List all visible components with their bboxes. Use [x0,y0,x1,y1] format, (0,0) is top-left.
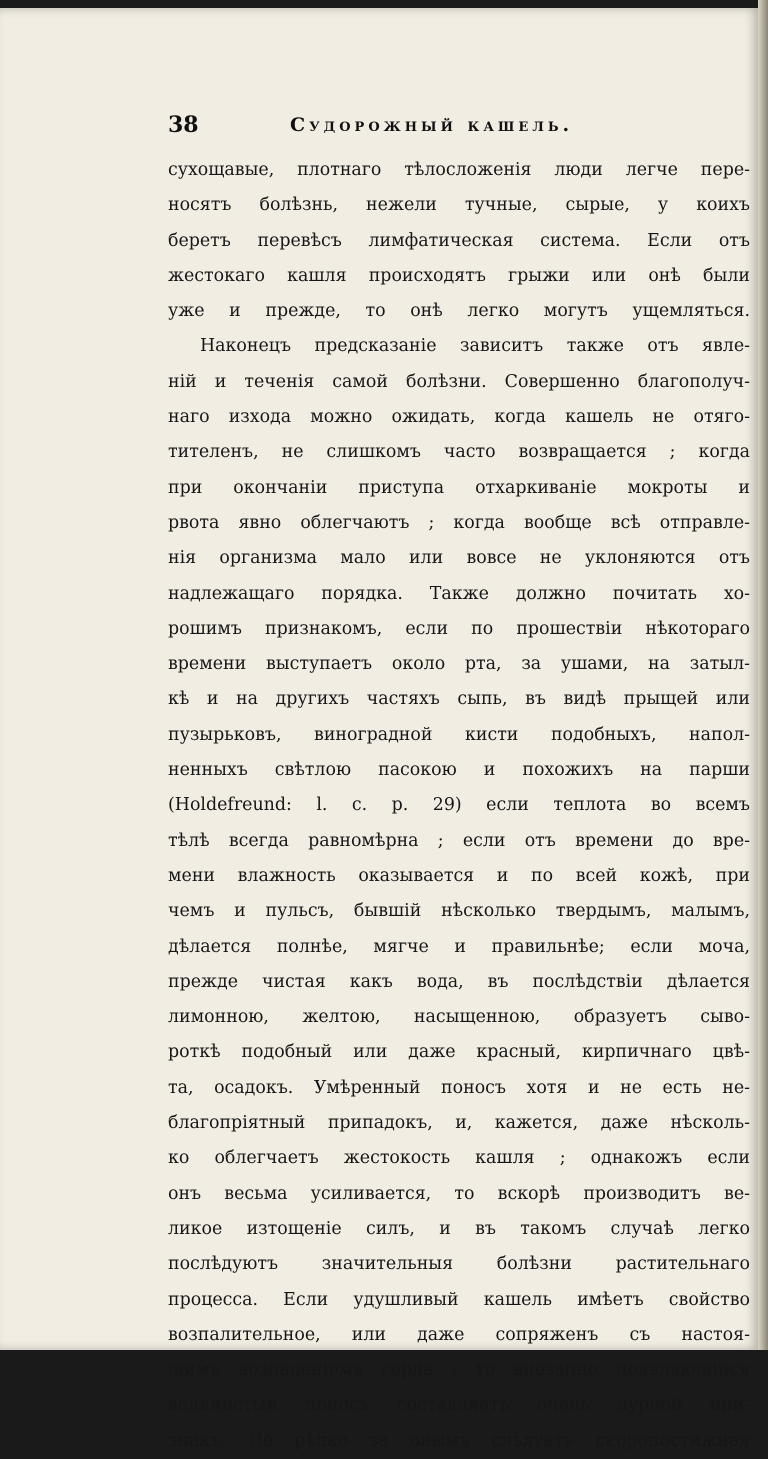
text-line: при окончаніи приступа отхаркиваніе мокроты и [168,477,750,498]
text-line: рвота явно облегчаютъ ; когда вообще всѣ отправле- [168,512,750,533]
body-text [168,153,750,1459]
text-line: лимонною, желтою, насыщенною, образуетъ сыво- [168,1007,750,1028]
text-line: носятъ болѣзнь, нежели тучные, сырые, у коихъ [168,195,750,216]
text-line: жестокаго кашля происходятъ грыжи или онѣ были [168,265,750,286]
text-line: процесса. Если удушливый кашель имѣетъ свойство [168,1289,750,1310]
text-line: тѣлѣ всегда равномѣрна ; если отъ времени до вре- [168,830,750,851]
text-line: послѣдуютъ значительныя болѣзни растительнаго [168,1254,750,1275]
text-line: рошимъ признакомъ, если по прошествіи нѣкотораго [168,618,750,639]
text-line: онъ весьма усиливается, то вскорѣ производитъ ве- [168,1183,750,1204]
text-line: (Holdefreund: l. c. p. 29) если теплота во всемъ [168,795,750,816]
text-line: тителенъ, не слишкомъ часто возвращается ; когда [168,442,750,463]
text-line: возпалительное, или даже сопряженъ съ настоя- [168,1324,750,1345]
text-line: беретъ перевѣсъ лимфатическая система. Если отъ [168,230,750,251]
running-title: Судорожный кашель. [290,114,574,136]
text-line: Наконецъ предсказаніе зависитъ также отъ явле- [200,336,750,357]
text-line: дѣлается полнѣе, мягче и правильнѣе; если моча, [168,936,750,957]
page-header [168,112,750,142]
page-number: 38 [168,112,199,138]
text-line: благопріятный припадокъ, и, кажется, даже нѣсколь- [168,1113,750,1134]
text-line: ненныхъ свѣтлою пасокою и похожихъ на парши [168,760,750,781]
text-line: уже и прежде, то онѣ легко могутъ ущемляться. [168,301,750,322]
text-line: кѣ и на другихъ частяхъ сыпь, въ видѣ прыщей или [168,689,750,710]
text-line: щимъ возпаленіемъ горла ; то внезапно появляющійся [168,1360,750,1381]
text-line: ликое изтощеніе силъ, и въ такомъ случаѣ легко [168,1218,750,1239]
text-line: водянистый поносъ составляетъ очень дурной при- [168,1395,750,1416]
text-line: ній и теченія самой болѣзни. Совершенно благополуч- [168,371,750,392]
text-line: роткѣ подобный или даже красный, кирпичнаго цвѣ- [168,1042,750,1063]
text-line: знакъ. Не рѣдко за онымъ слѣдуетъ скоропостижная [168,1430,750,1451]
text-line: сухощавые, плотнаго тѣлосложенія люди легче пере- [168,160,750,180]
text-line: чемъ и пульсъ, бывшій нѣсколько твердымъ, малымъ, [168,901,750,922]
text-line: нія организма мало или вовсе не уклоняются отъ [168,548,750,569]
text-line: наго изхода можно ожидать, когда кашель не отяго- [168,407,750,428]
text-line: та, осадокъ. Умѣренный поносъ хотя и не есть не- [168,1077,750,1098]
page-edge [758,0,768,1350]
text-line: ко облегчаетъ жестокость кашля ; однакожъ если [168,1148,750,1169]
text-line: надлежащаго порядка. Также должно почитать хо- [168,583,750,604]
text-line: пузырьковъ, виноградной кисти подобныхъ, напол- [168,724,750,745]
text-line: прежде чистая какъ вода, въ послѣдствіи дѣлается [168,971,750,992]
text-line: времени выступаетъ около рта, за ушами, на затыл- [168,654,750,675]
text-line: мени влажность оказывается и по всей кожѣ, при [168,865,750,886]
